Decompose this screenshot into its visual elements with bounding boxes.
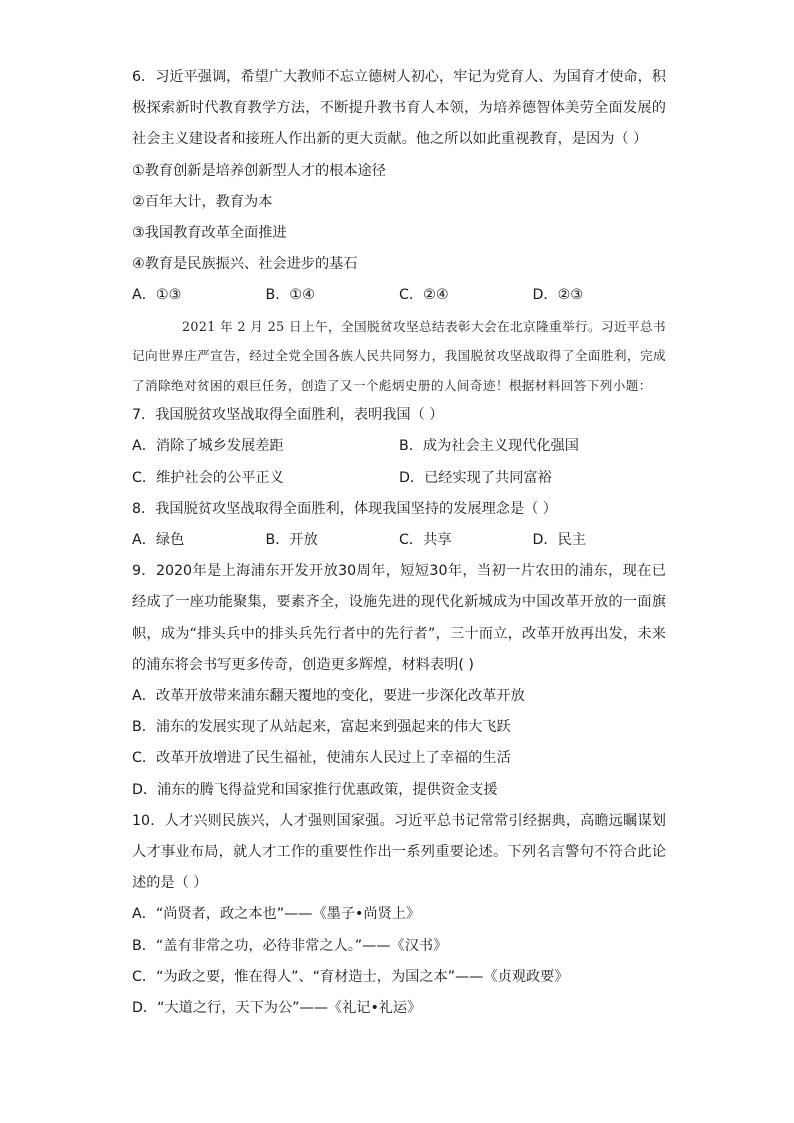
question-7-options-row-2 [132,463,666,494]
question-10-option-b: B．“盖有非常之功，必待非常之人。”——《汉书》 [132,937,448,954]
question-7-option-b: B．成为社会主义现代化强国 [399,438,579,455]
question-6-option-a: A．①③ [132,287,182,304]
question-6-option-b: B．①④ [265,287,315,304]
question-9-stem: 9．2020年是上海浦东开发开放30周年，短短30年，当初一片农田的浦东，现在已经成了一座功能聚集，要素齐全，设施先进的现代化新城成为中国改革开放的一面旗帜，成为“排头兵中的排头兵先行者中的先行者”，三十而立，改革开放再出发，未来的浦东将会书写更多传奇，创造更多辉煌，材料表明( ) [132,563,666,673]
question-10-stem: 10．人才兴则民族兴，人才强则国家强。习近平总书记常常引经据典，高瞻远瞩谋划人才事业布局，就人才工作的重要性作出一系列重要论述。下列名言警句不符合此论述的是（ ） [132,812,666,892]
question-10-option-d: D．“大道之行，天下为公”——《礼记•礼运》 [132,999,422,1016]
question-6-item-1: ①教育创新是培养创新型人才的根本途径 [132,162,386,179]
question-6-item-4: ④教育是民族振兴、社会进步的基石 [132,256,358,273]
question-6-option-d: D．②③ [532,287,584,304]
question-6-option-c: C．②④ [399,287,449,304]
question-9-option-d: D．浦东的腾飞得益党和国家推行优惠政策，提供资金支援 [132,781,498,798]
reading-material: 2021 年 2 月 25 日上午，全国脱贫攻坚总结表彰大会在北京隆重举行。习近平总书记向世界庄严宣告，经过全党全国各族人民共同努力，我国脱贫攻坚战取得了全面胜利，完成了消除绝对贫困的艰巨任务，创造了又一个彪炳史册的人间奇迹！根据材料回答下列小题： [132,318,666,393]
question-8-option-d: D．民主 [532,531,586,548]
question-9-option-c: C．改革开放增进了民生福祉，使浦东人民过上了幸福的生活 [132,750,511,767]
question-7-option-c: C．维护社会的公平正义 [132,469,284,486]
question-8-options [132,525,666,556]
question-6-item-3: ③我国教育改革全面推进 [132,225,287,242]
question-7-options-row-1 [132,431,666,462]
question-8-option-c: C．共享 [399,531,452,548]
question-6-stem: 6．习近平强调，希望广大教师不忘立德树人初心，牢记为党育人、为国育才使命，积极探索新时代教育教学方法，不断提升教书育人本领，为培养德智体美劳全面发展的社会主义建设者和接班人作出新的更大贡献。他之所以如此重视教育，是因为（ ） [132,69,666,148]
question-10-option-c: C．“为政之要，惟在得人”、“育材造士，为国之本”——《贞观政要》 [132,968,569,985]
question-8-option-b: B．开放 [265,531,318,548]
question-7-option-a: A．消除了城乡发展差距 [132,438,284,455]
question-10-option-a: A．“尚贤者，政之本也”——《墨子•尚贤上》 [132,906,421,923]
question-6-item-2: ②百年大计，教育为本 [132,193,273,210]
question-7-stem: 7．我国脱贫攻坚战取得全面胜利，表明我国（ ） [132,407,444,424]
question-6-options [132,280,666,311]
question-7-option-d: D．已经实现了共同富裕 [399,469,552,486]
question-8-stem: 8．我国脱贫攻坚战取得全面胜利，体现我国坚持的发展理念是（ ） [132,500,557,517]
question-8-option-a: A．绿色 [132,531,185,548]
question-9-option-a: A．改革开放带来浦东翻天覆地的变化，要进一步深化改革开放 [132,687,525,704]
question-9-option-b: B．浦东的发展实现了从站起来，富起来到强起来的伟大飞跃 [132,719,511,736]
exam-page [132,62,666,1024]
